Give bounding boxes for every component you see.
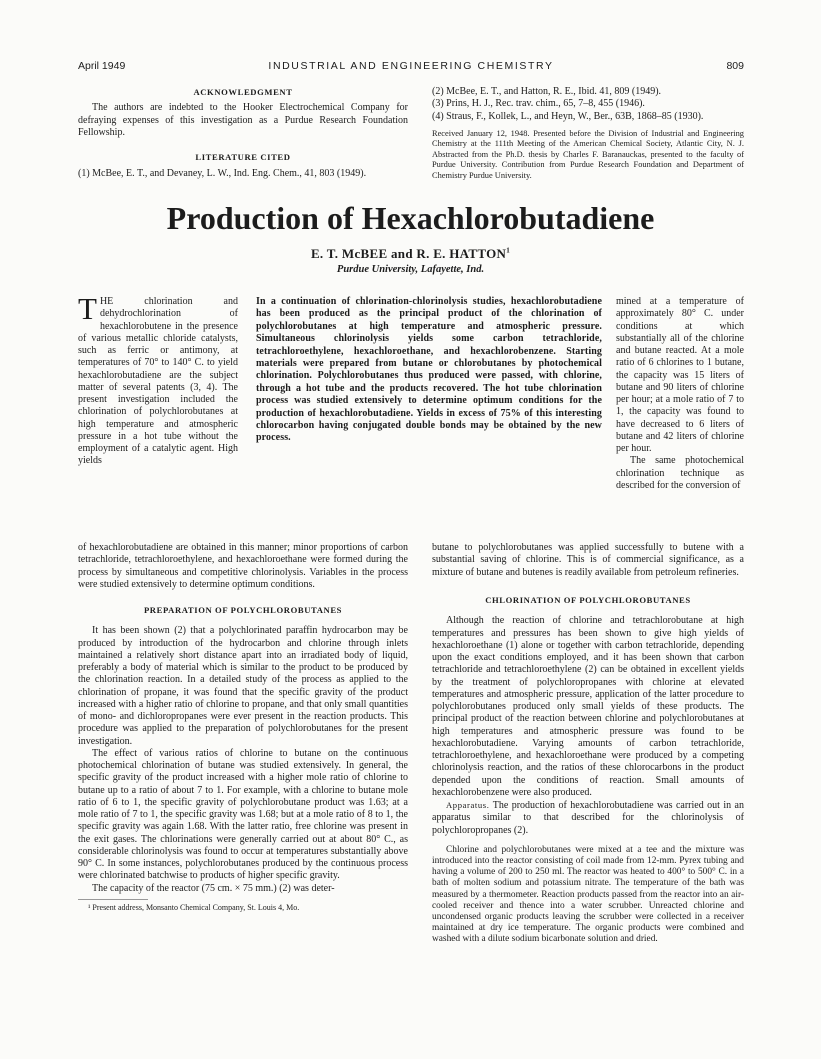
literature-heading: LITERATURE CITED <box>195 152 291 163</box>
author-footnote-mark: 1 <box>506 246 511 255</box>
article-title: Production of Hexachlorobutadiene <box>166 200 655 236</box>
page-number: 809 <box>726 60 744 72</box>
chlorination-paragraph-1: Although the reaction of chlorine and tetrachlorobutane at high temperatures and pressures has been shown to give high yields of hexachloroethane (1) alone or together with carbon tetrachloride, depending upon the exact conditions employed, and it has been shown that carbon tetrachloride and tetrachloroethylene (2) can be obtained in excellent yields by the treatment of polychloropropanes with chlorine at elevated temperatures and atmospheric pressure, application of the latter procedure to polychlorobutanes produced only small yields of these products. The principal product of the reaction between chlorine and polychlorobutanes at high temperatures and atmospheric pressure was found to be hexachlorobutadiene. Varying amounts of carbon tetrachloride, tetrachloroethylene, and hexachloroethane were produced by a competing chlorinolysis reaction, and the ratios of these chlorocarbons in the product depended upon the conditions of reaction. Small amounts of hexachlorobenzene were also produced. <box>432 615 744 798</box>
previous-article-refs <box>432 86 744 181</box>
preparation-paragraph-2: The effect of various ratios of chlorine to butane on the continuous photochemical chlorination of butane was studied extensively. In general, the specific gravity of the product increased with a higher mole ratio of chlorine to butane up to a ratio of about 7 to 1. For example, with a chlorine to butane mole ratio of 6 to 1, the specific gravity of polychlorobutane product was 1.63; at a mole ratio of 7 to 1, the specific gravity was 1.68; but at a mole ratio of 8 to 1, the specific gravity was again 1.68. With the latter ratio, free chlorine was present in the exit gases. The chlorinations were generally carried out at about 80° C., as considerable chlorinolysis was found to occur at temperatures substantially above 90° C. In some instances, polychlorobutanes produced by the continuous process were chlorinated batchwise to products of higher specific gravity. <box>78 747 408 882</box>
procedure-paragraph: Chlorine and polychlorobutanes were mixed at a tee and the mixture was introduced into the reactor consisting of coil made from 12-mm. Pyrex tubing and having a volume of 200 to 250 ml. The reactor was heated to 400° to 500° C. in a bath of molten sodium and potassium nitrate. The temperature of the bath was measured by a thermometer. Reaction products passed from the reactor into an air-cooled receiver and thence into a water scrubber. Unreacted chlorine and uncondensed organic products leaving the scrubber were collected in a receiver maintained at dry ice temperature. The organic products were combined and washed with a dilute sodium bicarbonate solution and dried. <box>432 844 744 945</box>
reference-1: (1) McBee, E. T., and Devaney, L. W., Ind. Eng. Chem., 41, 803 (1949). <box>78 168 367 180</box>
abstract: In a continuation of chlorination-chlorinolysis studies, hexachlorobutadiene has been produced as the principal product of the chlorination of polychlorobutanes at high temperature and atmospheric pressure. Simultaneous chlorinolysis yields some carbon tetrachloride, tetrachloroethylene, hexachloroethane, and hexachlorobenzene. Starting materials were prepared from butane or chlorobutanes by photochemical chlorination. Polychlorobutanes thus produced were passed, with chlorine, through a hot tube and the products recovered. The hot tube chlorination process was studied extensively to determine optimum conditions for the production of hexachlorobutadiene. Yields in excess of 75% of this interesting chlorocarbon having conjugated double bonds may be obtained by the new process. <box>256 296 602 444</box>
intro-continuation-right: butane to polychlorobutanes was applied successfully to butene with a substantial saving of chlorine. This is of commercial significance, as a mixture of butane and butenes is readily available from petroleum refineries. <box>432 542 744 578</box>
apparatus-label: Apparatus. <box>446 800 490 810</box>
drop-cap: T <box>78 291 97 326</box>
preparation-paragraph-3: The capacity of the reactor (75 cm. × 75 mm.) (2) was deter- <box>92 882 335 894</box>
reference-2: (2) McBee, E. T., and Hatton, R. E., Ibid. 41, 809 (1949). <box>432 86 662 97</box>
journal-name: INDUSTRIAL AND ENGINEERING CHEMISTRY <box>268 60 554 72</box>
preparation-heading: PREPARATION OF POLYCHLOROBUTANES <box>143 605 343 615</box>
previous-article-end <box>78 86 408 181</box>
section-chlorination <box>432 594 744 946</box>
footnote-rule <box>78 899 148 900</box>
reference-3: (3) Prins, H. J., Rec. trav. chim., 65, 7–8, 455 (1946). <box>432 98 645 110</box>
article-authors <box>0 246 821 262</box>
issue-date: April 1949 <box>78 60 126 72</box>
article-affiliation: Purdue University, Lafayette, Ind. <box>336 264 485 275</box>
acknowledgment-heading: ACKNOWLEDGMENT <box>193 87 293 97</box>
intro-text: HE chlorination and dehydrochlorination of hexachlorobutene in the presence of various metallic chloride catalysts, such as ferric or antimony, at temperatures of 70° to 140° C. to yield hexachlorobutadiene are the subject matter of several patents (3, 4). The present investigation included the chlorination of polychlorobutanes at high temperature and atmospheric pressure in a hot tube without the employment of a catalytic agent. High yields <box>78 296 238 467</box>
apparatus-paragraph <box>432 799 744 837</box>
intro-column-right <box>616 296 744 492</box>
reference-4: (4) Straus, F., Kollek, L., and Heyn, W., Ber., 63B, 1868–85 (1930). <box>432 110 704 122</box>
authors-text: E. T. McBEE and R. E. HATTON <box>310 246 507 261</box>
running-header <box>78 60 744 76</box>
chlorination-heading: CHLORINATION OF POLYCHLOROBUTANES <box>485 595 691 605</box>
intro-right-text: mined at a temperature of approximately 80° C. under conditions at which substantially all of the chlorine and butane reacted. At a mole ratio of 6 chlorines to 1 butane, the capacity was 15 liters of butane and 90 liters of chlorine per hour; at a mole ratio of 7 to 1, the capacity was found to have decreased to 6 liters of butane and 42 liters of chlorine per hour. <box>616 296 744 454</box>
intro-continuation-left: of hexachlorobutadiene are obtained in this manner; minor proportions of carbon tetrachloride, tetrachloroethylene, and hexachloroethane were formed during the process by simultaneous and competitive chlorinolysis. Variables in the process were studied extensively to determine optimum conditions. <box>78 542 408 590</box>
intro-column-left <box>78 291 238 468</box>
acknowledgment-text: The authors are indebted to the Hooker Electrochemical Company for defraying expenses of this investigation as a Purdue Research Foundation Fellowship. <box>78 102 408 138</box>
apparatus-text: The production of hexachlorobutadiene was carried out in an apparatus similar to that described for the chlorinolysis of polychloropropanes (2). <box>432 800 744 836</box>
intro-right-text-2: The same photochemical chlorination technique as described for the conversion of <box>616 455 744 491</box>
preparation-paragraph-1: It has been shown (2) that a polychlorinated paraffin hydrocarbon may be produced by introduction of the hydrocarbon and chlorine through inlets maintained a relatively short distance apart into an irradiated body of liquid, preferably a body of material which is similar to the product to be produced by the chlorination reaction. In a detailed study of the process as applied to the chlorination of propane, it was found that the specific gravity of the product increased with a higher ratio of chlorine to propane, and that only small quantities of mono- and dichloropropanes were ever present in the reaction products. This procedure was applied to the preparation of polychlorobutanes for the present investigation. <box>78 625 408 747</box>
received-note: Received January 12, 1948. Presented before the Division of Industrial and Engineering Chemistry at the 111th Meeting of the American Chemical Society, Atlantic City, N. J. Abstracted from the Ph.D. thesis by Charles F. Baranauckas, presented to the faculty of Purdue University. Contribution from Purdue Research Foundation and Department of Chemistry Purdue University. <box>432 128 744 180</box>
footnote: ¹ Present address, Monsanto Chemical Company, St. Louis 4, Mo. <box>88 902 300 912</box>
section-preparation <box>78 604 408 913</box>
